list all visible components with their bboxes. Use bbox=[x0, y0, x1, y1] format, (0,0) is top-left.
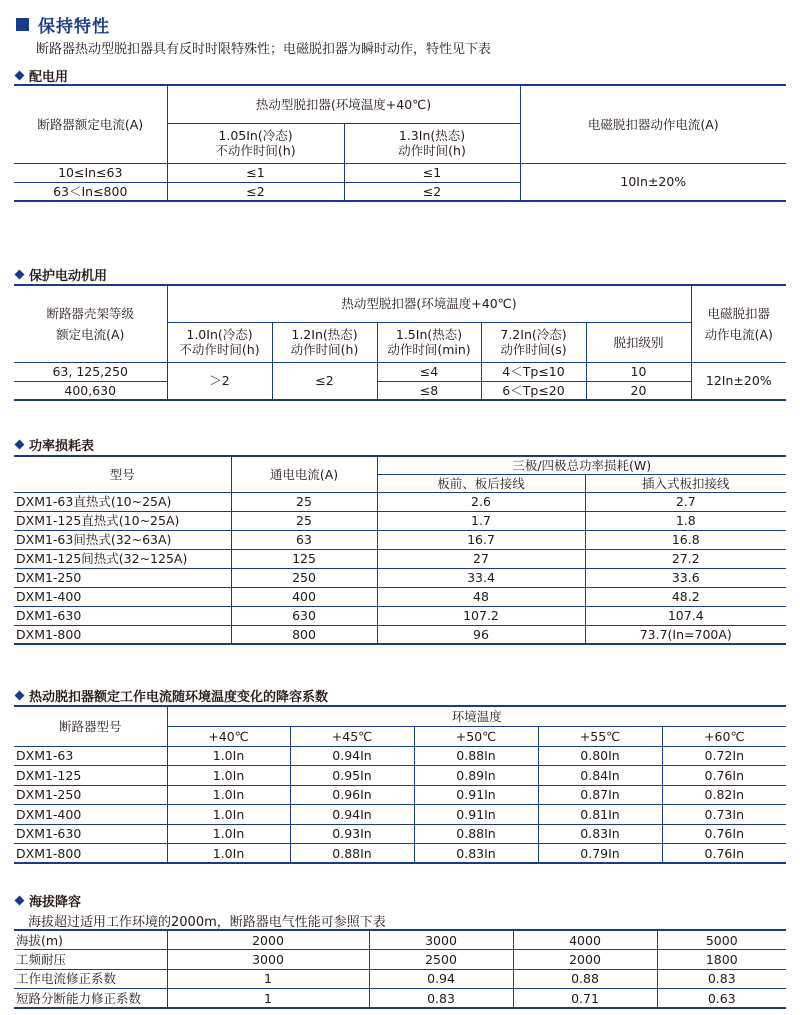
derating-table bbox=[14, 705, 786, 864]
plugin-loss-cell: 107.4 bbox=[585, 606, 786, 625]
table-cell: ≤1 bbox=[167, 163, 344, 182]
table-row bbox=[14, 587, 786, 606]
table-cell: 63, 125,250 bbox=[14, 362, 167, 381]
diamond-bullet-icon bbox=[15, 270, 25, 280]
factor-cell: 0.83In bbox=[538, 824, 662, 844]
page-heading bbox=[16, 13, 110, 35]
model-cell: DXM1-630 bbox=[14, 606, 231, 625]
table-row bbox=[14, 805, 786, 825]
header-env-temp: 环境温度 bbox=[167, 706, 786, 726]
header-loss: 三极/四极总功率损耗(W) bbox=[377, 456, 786, 474]
plugin-loss-cell: 27.2 bbox=[585, 549, 786, 568]
table-cell: ≤1 bbox=[344, 163, 520, 182]
header-front-back: 板前、板后接线 bbox=[377, 474, 585, 492]
section-power-loss bbox=[14, 435, 94, 454]
model-cell: DXM1-125 bbox=[14, 766, 167, 786]
section-title: 海拔降容 bbox=[29, 895, 82, 910]
model-cell: DXM1-125直热式(10~25A) bbox=[14, 511, 231, 530]
distribution-table bbox=[14, 84, 786, 202]
factor-cell: 1.0In bbox=[167, 746, 290, 766]
header-thermal: 热动型脱扣器(环境温度+40℃) bbox=[167, 285, 691, 322]
section-derating bbox=[14, 686, 328, 705]
table-cell: 12In±20% bbox=[691, 362, 786, 400]
section-altitude bbox=[14, 891, 81, 910]
factor-cell: 0.87In bbox=[538, 785, 662, 805]
factor-cell: 1.0In bbox=[167, 766, 290, 786]
value-cell: 2000 bbox=[167, 930, 369, 950]
front-loss-cell: 48 bbox=[377, 587, 585, 606]
factor-cell: 0.91In bbox=[414, 805, 538, 825]
magnetic-value: 10In±20% bbox=[520, 163, 786, 201]
value-cell: 1800 bbox=[657, 950, 786, 970]
front-loss-cell: 96 bbox=[377, 625, 585, 644]
row-label-cell: 短路分断能力修正系数 bbox=[14, 989, 167, 1009]
altitude-table bbox=[14, 929, 786, 1009]
factor-cell: 0.84In bbox=[538, 766, 662, 786]
table-cell: ≤2 bbox=[344, 182, 520, 201]
current-cell: 63 bbox=[231, 530, 377, 549]
header-cold-nontrip: 1.05In(冷态) 不动作时间(h) bbox=[167, 123, 344, 163]
factor-cell: 0.93In bbox=[290, 824, 414, 844]
header-magnetic: 电磁脱扣器 动作电流(A) bbox=[691, 285, 786, 362]
table-row bbox=[14, 824, 786, 844]
table-row bbox=[14, 969, 786, 989]
plugin-loss-cell: 1.8 bbox=[585, 511, 786, 530]
table-cell: ≤2 bbox=[167, 182, 344, 201]
front-loss-cell: 27 bbox=[377, 549, 585, 568]
section-title: 功率损耗表 bbox=[29, 439, 95, 454]
table-row bbox=[14, 549, 786, 568]
header-c3: 1.5In(热态) 动作时间(min) bbox=[377, 322, 481, 362]
table-row bbox=[14, 746, 786, 766]
factor-cell: 0.94In bbox=[290, 805, 414, 825]
factor-cell: 0.72In bbox=[662, 746, 786, 766]
model-cell: DXM1-125间热式(32~125A) bbox=[14, 549, 231, 568]
section-distribution bbox=[14, 66, 68, 85]
row-label-cell: 工作电流修正系数 bbox=[14, 969, 167, 989]
current-cell: 400 bbox=[231, 587, 377, 606]
value-cell: 0.71 bbox=[513, 989, 657, 1009]
plugin-loss-cell: 48.2 bbox=[585, 587, 786, 606]
factor-cell: 0.76In bbox=[662, 766, 786, 786]
header-model: 型号 bbox=[14, 456, 231, 492]
section-title: 保护电动机用 bbox=[29, 269, 108, 284]
model-cell: DXM1-800 bbox=[14, 844, 167, 864]
model-cell: DXM1-63间热式(32~63A) bbox=[14, 530, 231, 549]
front-loss-cell: 16.7 bbox=[377, 530, 585, 549]
table-cell: ＞2 bbox=[167, 362, 272, 400]
power-loss-table bbox=[14, 455, 786, 645]
value-cell: 2000 bbox=[513, 950, 657, 970]
table-row bbox=[14, 530, 786, 549]
factor-cell: 0.96In bbox=[290, 785, 414, 805]
row-label-cell: 工频耐压 bbox=[14, 950, 167, 970]
table-row bbox=[14, 766, 786, 786]
section-title: 配电用 bbox=[29, 70, 69, 85]
value-cell: 3000 bbox=[167, 950, 369, 970]
factor-cell: 0.88In bbox=[414, 746, 538, 766]
header-hot-trip: 1.3In(热态) 动作时间(h) bbox=[344, 123, 520, 163]
plugin-loss-cell: 16.8 bbox=[585, 530, 786, 549]
factor-cell: 0.91In bbox=[414, 785, 538, 805]
diamond-bullet-icon bbox=[15, 440, 25, 450]
front-loss-cell: 2.6 bbox=[377, 492, 585, 511]
table-cell: 63＜In≤800 bbox=[14, 182, 167, 201]
model-cell: DXM1-250 bbox=[14, 785, 167, 805]
current-cell: 630 bbox=[231, 606, 377, 625]
table-row bbox=[14, 492, 786, 511]
header-c1: 1.0In(冷态) 不动作时间(h) bbox=[167, 322, 272, 362]
table-cell: ≤8 bbox=[377, 381, 481, 400]
section-title: 热动脱扣器额定工作电流随环境温度变化的降容系数 bbox=[29, 690, 329, 705]
section-motor-protection bbox=[14, 265, 107, 284]
factor-cell: 0.73In bbox=[662, 805, 786, 825]
value-cell: 0.83 bbox=[369, 989, 513, 1009]
value-cell: 0.94 bbox=[369, 969, 513, 989]
table-row bbox=[14, 606, 786, 625]
current-cell: 250 bbox=[231, 568, 377, 587]
diamond-bullet-icon bbox=[15, 896, 25, 906]
table-row bbox=[14, 844, 786, 864]
table-cell: 6＜Tp≤20 bbox=[481, 381, 586, 400]
header-thermal: 热动型脱扣器(环境温度+40℃) bbox=[167, 85, 520, 123]
table-cell: ≤2 bbox=[272, 362, 377, 400]
front-loss-cell: 1.7 bbox=[377, 511, 585, 530]
value-cell: 3000 bbox=[369, 930, 513, 950]
header-c4: 7.2In(冷态) 动作时间(s) bbox=[481, 322, 586, 362]
model-cell: DXM1-400 bbox=[14, 587, 231, 606]
altitude-note: 海拔超过适用工作环境的2000m，断路器电气性能可参照下表 bbox=[28, 915, 386, 930]
table-row bbox=[14, 511, 786, 530]
row-label-cell: 海拔(m) bbox=[14, 930, 167, 950]
header-rated-current: 断路器额定电流(A) bbox=[14, 85, 167, 163]
factor-cell: 0.76In bbox=[662, 824, 786, 844]
value-cell: 4000 bbox=[513, 930, 657, 950]
factor-cell: 0.79In bbox=[538, 844, 662, 864]
model-cell: DXM1-63直热式(10~25A) bbox=[14, 492, 231, 511]
header-trip-class: 脱扣级别 bbox=[586, 322, 691, 362]
table-cell: 10≤In≤63 bbox=[14, 163, 167, 182]
table-row bbox=[14, 568, 786, 587]
value-cell: 0.88 bbox=[513, 969, 657, 989]
factor-cell: 0.82In bbox=[662, 785, 786, 805]
model-cell: DXM1-63 bbox=[14, 746, 167, 766]
header-frame: 断路器壳架等级 额定电流(A) bbox=[14, 285, 167, 362]
front-loss-cell: 33.4 bbox=[377, 568, 585, 587]
temp-header-cell: +60℃ bbox=[662, 726, 786, 746]
temp-header-cell: +40℃ bbox=[167, 726, 290, 746]
header-plugin: 插入式板扣接线 bbox=[585, 474, 786, 492]
current-cell: 25 bbox=[231, 492, 377, 511]
factor-cell: 0.80In bbox=[538, 746, 662, 766]
value-cell: 1 bbox=[167, 989, 369, 1009]
temp-header-cell: +55℃ bbox=[538, 726, 662, 746]
plugin-loss-cell: 33.6 bbox=[585, 568, 786, 587]
intro-text: 断路器热动型脱扣器具有反时时限特殊性；电磁脱扣器为瞬时动作，特性见下表 bbox=[36, 42, 492, 57]
temp-header-cell: +50℃ bbox=[414, 726, 538, 746]
plugin-loss-cell: 2.7 bbox=[585, 492, 786, 511]
current-cell: 800 bbox=[231, 625, 377, 644]
factor-cell: 0.95In bbox=[290, 766, 414, 786]
motor-protection-table bbox=[14, 284, 786, 401]
value-cell: 2500 bbox=[369, 950, 513, 970]
table-row bbox=[14, 785, 786, 805]
factor-cell: 1.0In bbox=[167, 824, 290, 844]
header-c2: 1.2In(热态) 动作时间(h) bbox=[272, 322, 377, 362]
factor-cell: 0.88In bbox=[414, 824, 538, 844]
table-row bbox=[14, 625, 786, 644]
current-cell: 25 bbox=[231, 511, 377, 530]
factor-cell: 0.81In bbox=[538, 805, 662, 825]
temp-header-cell: +45℃ bbox=[290, 726, 414, 746]
table-row bbox=[14, 930, 786, 950]
header-current: 通电电流(A) bbox=[231, 456, 377, 492]
table-row bbox=[14, 950, 786, 970]
front-loss-cell: 107.2 bbox=[377, 606, 585, 625]
table-cell: 10 bbox=[586, 362, 691, 381]
factor-cell: 0.83In bbox=[414, 844, 538, 864]
table-cell: 20 bbox=[586, 381, 691, 400]
page-title: 保持特性 bbox=[38, 16, 110, 37]
value-cell: 0.83 bbox=[657, 969, 786, 989]
diamond-bullet-icon bbox=[15, 691, 25, 701]
value-cell: 5000 bbox=[657, 930, 786, 950]
diamond-bullet-icon bbox=[15, 71, 25, 81]
header-magnetic: 电磁脱扣器动作电流(A) bbox=[520, 85, 786, 163]
table-cell: 4＜Tp≤10 bbox=[481, 362, 586, 381]
factor-cell: 1.0In bbox=[167, 805, 290, 825]
table-cell: ≤4 bbox=[377, 362, 481, 381]
factor-cell: 0.88In bbox=[290, 844, 414, 864]
value-cell: 1 bbox=[167, 969, 369, 989]
model-cell: DXM1-250 bbox=[14, 568, 231, 587]
heading-square-icon bbox=[16, 18, 29, 31]
table-cell: 400,630 bbox=[14, 381, 167, 400]
factor-cell: 0.89In bbox=[414, 766, 538, 786]
header-model: 断路器型号 bbox=[14, 706, 167, 746]
table-row bbox=[14, 989, 786, 1009]
factor-cell: 1.0In bbox=[167, 785, 290, 805]
value-cell: 0.63 bbox=[657, 989, 786, 1009]
current-cell: 125 bbox=[231, 549, 377, 568]
plugin-loss-cell: 73.7(In=700A) bbox=[585, 625, 786, 644]
model-cell: DXM1-800 bbox=[14, 625, 231, 644]
model-cell: DXM1-400 bbox=[14, 805, 167, 825]
model-cell: DXM1-630 bbox=[14, 824, 167, 844]
factor-cell: 1.0In bbox=[167, 844, 290, 864]
factor-cell: 0.76In bbox=[662, 844, 786, 864]
factor-cell: 0.94In bbox=[290, 746, 414, 766]
